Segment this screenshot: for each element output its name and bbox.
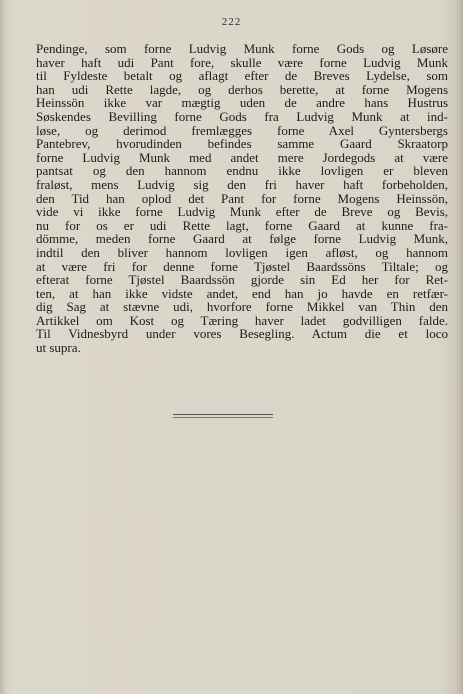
text-line: nu for os er udi Rette lagt, forne Gaard at kunne fra-: [36, 217, 448, 233]
text-line: indtil den bliver hannom lovligen igen afløst, og hannom: [36, 244, 448, 260]
text-line: løse, og derimod fremlægges forne Axel Gyntersbergs: [36, 122, 448, 138]
text-line: den Tid han oplod det Pant for forne Mogens Heinssön,: [36, 190, 448, 206]
text-line: Søskendes Bevilling forne Gods fra Ludvig Munk at ind-: [36, 108, 448, 124]
text-line: ut supra.: [36, 340, 81, 356]
text-line: haver haft udi Pant fore, skulle være forne Ludvig Munk: [36, 54, 448, 70]
text-line: fraløst, mens Ludvig sig den fri haver haft forbeholden,: [36, 176, 448, 192]
text-line: dömme, meden forne Gaard at følge forne Ludvig Munk,: [36, 231, 448, 247]
text-line: pantsat og den hannom endnu ikke lovligen er bleven: [36, 163, 448, 179]
text-line: Pendinge, som forne Ludvig Munk forne Gods og Løsøre: [36, 41, 448, 56]
text-line: efterat forne Tjøstel Baardssön gjorde sin Ed her for Ret-: [36, 272, 448, 288]
text-line: han udi Rette lagde, og derhos berette, at forne Mogens: [36, 81, 448, 97]
text-line: Artikkel om Kost og Tæring haver ladet godvilligen falde.: [36, 312, 448, 328]
text-line: vide vi ikke forne Ludvig Munk efter de Breve og Bevis,: [36, 204, 448, 220]
section-divider: [173, 414, 273, 415]
text-line: forne Ludvig Munk med andet mere Jordegods at være: [36, 149, 448, 165]
text-line: til Fyldeste betalt og aflagt efter de Breves Lydelse, som: [36, 68, 448, 84]
body-text: [36, 42, 448, 355]
text-line: Heinssön ikke var mægtig uden de andre hans Hustrus: [36, 95, 448, 111]
text-line: dig Sag at stævne udi, hvorfore forne Mikkel van Thin den: [36, 299, 448, 315]
page-number: 222: [221, 16, 242, 28]
text-line: at være fri for denne forne Tjøstel Baardssöns Tiltale; og: [36, 258, 448, 274]
text-line: ten, at han ikke vidste andet, end han jo havde en retfær-: [36, 285, 448, 301]
text-line: Pantebrev, hvorudinden befindes samme Gaard Skraatorp: [36, 136, 448, 152]
text-line: Til Vidnesbyrd under vores Besegling. Actum die et loco: [36, 326, 448, 342]
